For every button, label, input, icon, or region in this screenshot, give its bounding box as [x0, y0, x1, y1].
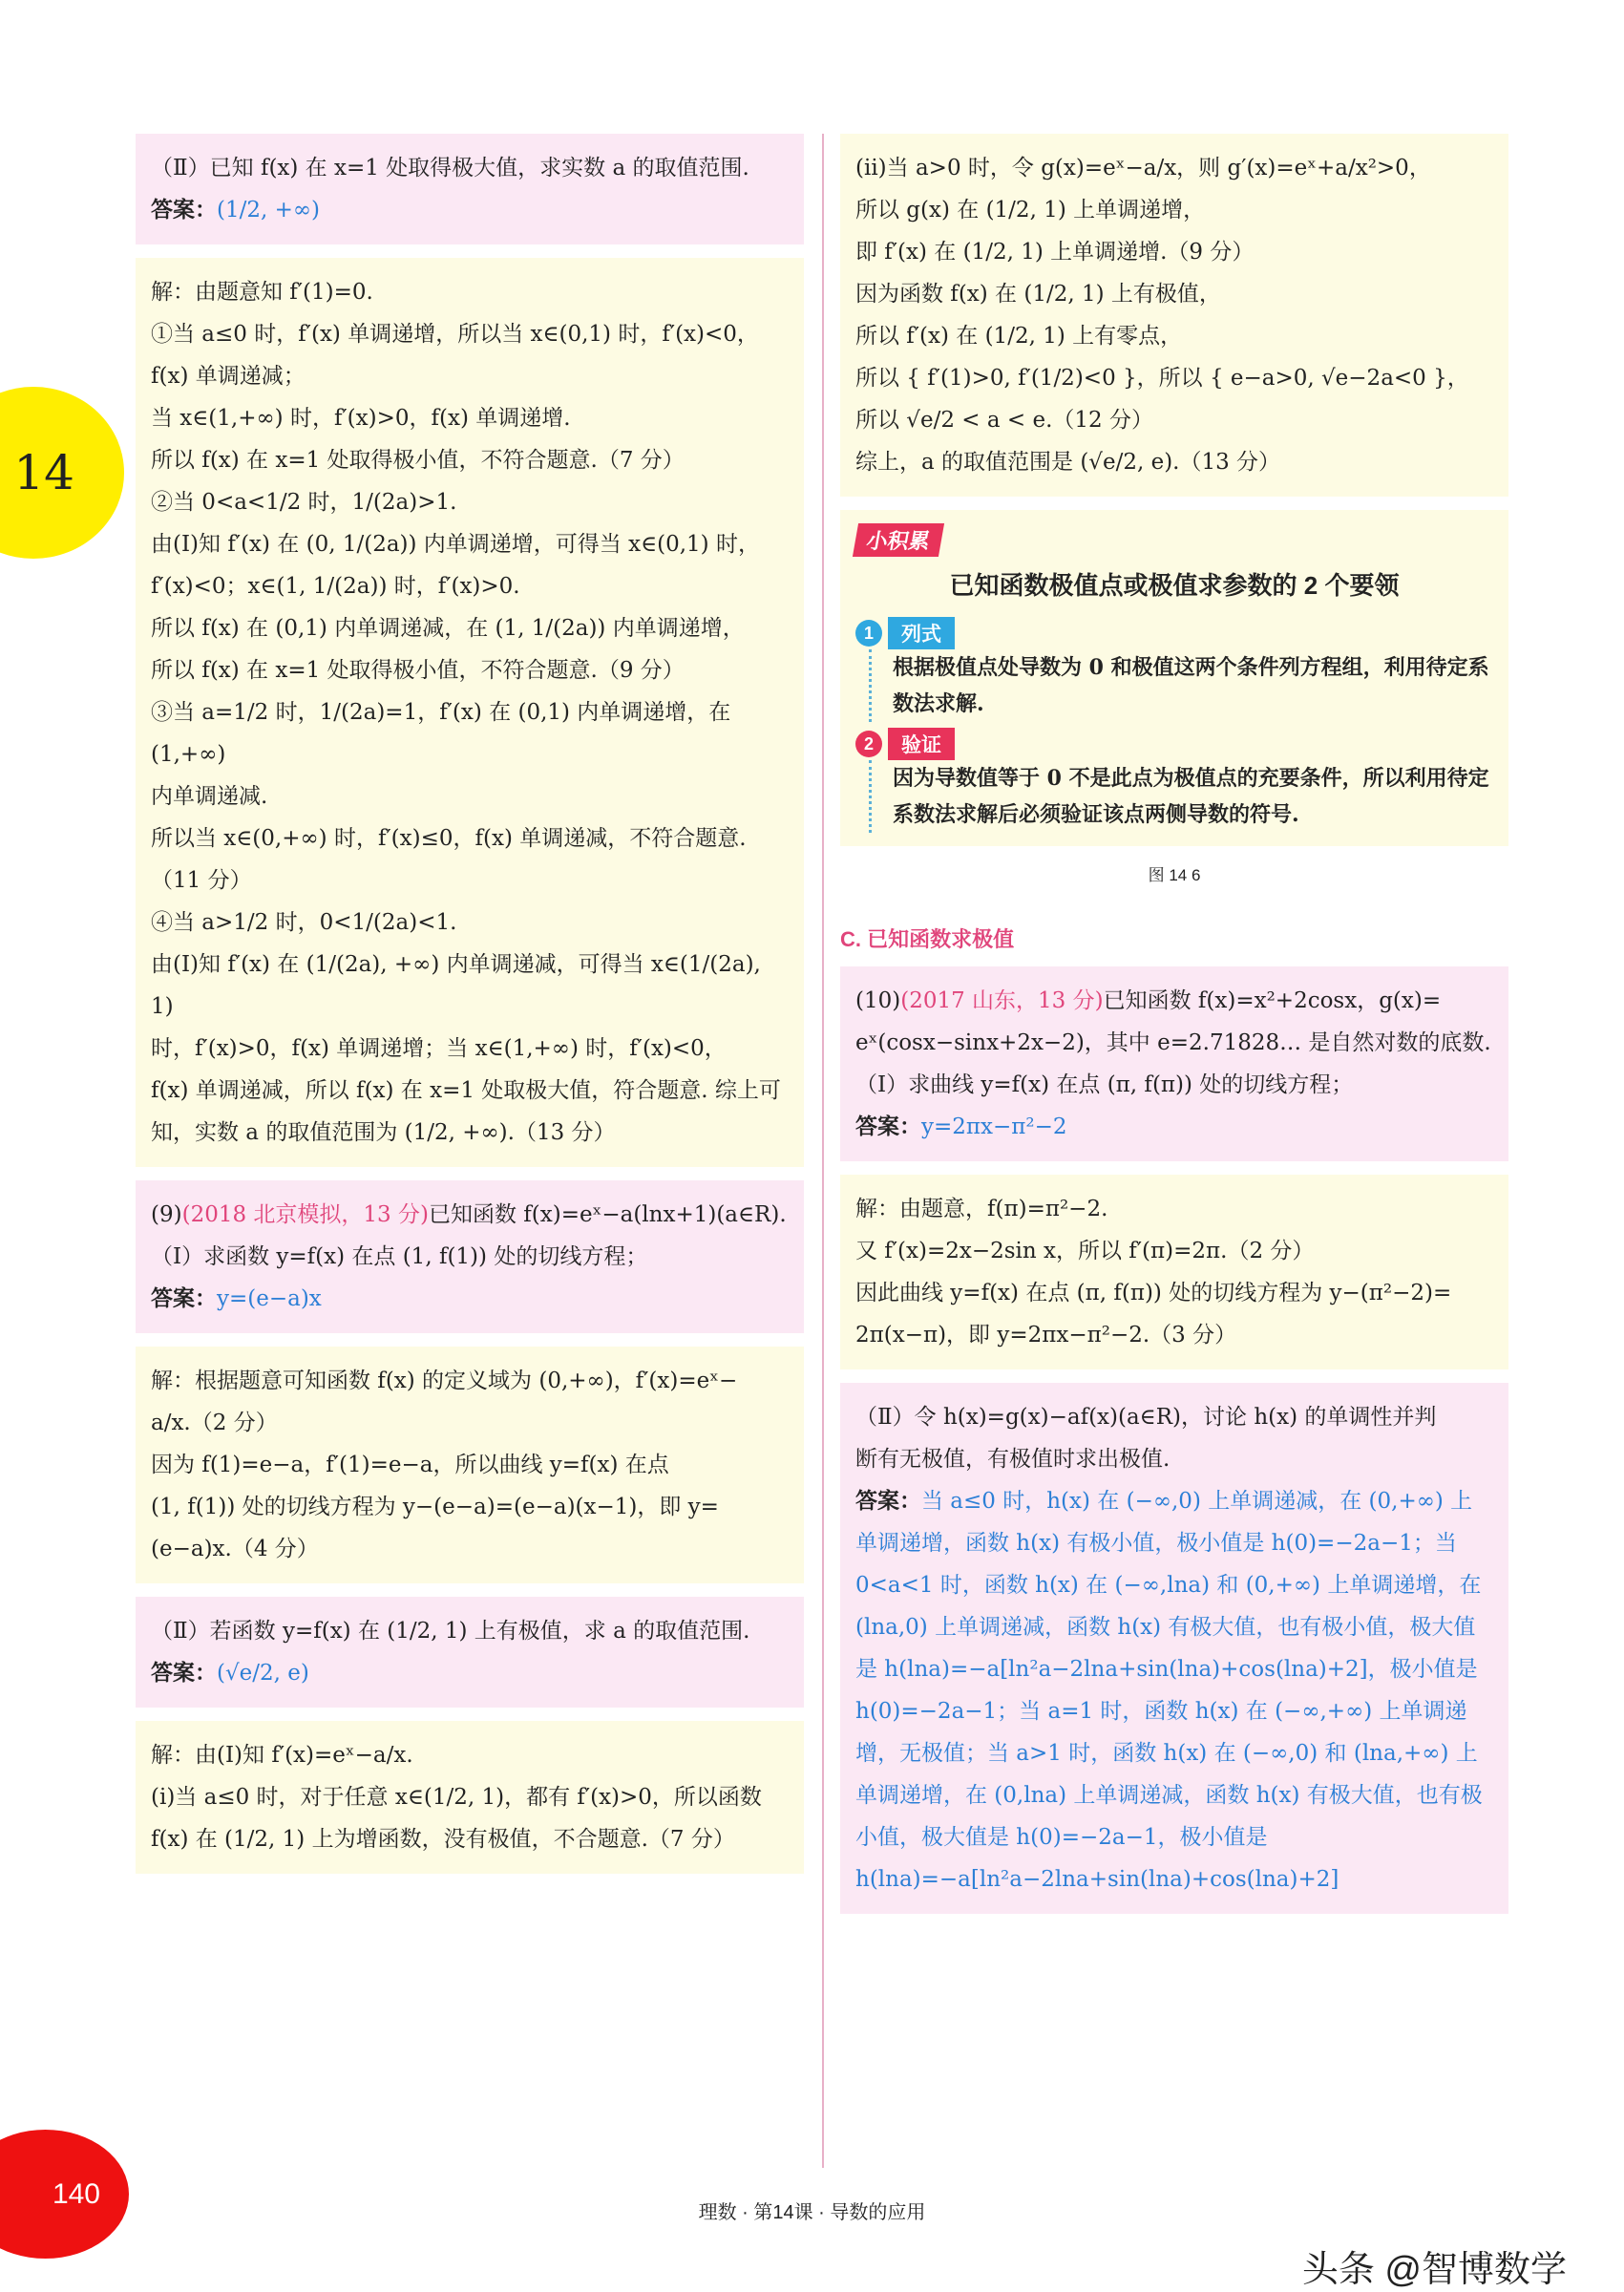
- text-line: [855, 1438, 1493, 1480]
- page-number: 140: [52, 2177, 100, 2210]
- text-line: [855, 1314, 1493, 1356]
- line-text: 解：由题意知 f′(1)=0.: [151, 280, 373, 305]
- content-block: [840, 966, 1508, 1161]
- text-line: [151, 523, 789, 565]
- line-text: 解：由题意，f(π)=π²−2.: [855, 1197, 1108, 1221]
- line-text: 因为 f(1)=e−a，f′(1)=e−a，所以曲线 y=f(x) 在点: [151, 1453, 669, 1477]
- text-line: [855, 441, 1493, 483]
- text-line: [151, 313, 789, 355]
- section-title: C. 已知函数求极值: [840, 927, 1015, 951]
- line-text: （Ⅱ）令 h(x)=g(x)−af(x)(a∈R)，讨论 h(x) 的单调性并判: [855, 1405, 1437, 1430]
- tip-title: 已知函数极值点或极值求参数的 2 个要领: [949, 571, 1400, 600]
- line-text: 综上，a 的取值范围是 (√e/2, e).（13 分）: [855, 450, 1281, 475]
- line-text: f(x) 单调递减，所以 f(x) 在 x=1 处取极大值，符合题意. 综上可: [151, 1078, 781, 1103]
- answer-value: (1/2, +∞): [217, 198, 321, 223]
- line-text: 2π(x−π)，即 y=2πx−π²−2.（3 分）: [855, 1323, 1237, 1348]
- text-line: [151, 355, 789, 397]
- tip-step-label: 列式: [888, 617, 955, 649]
- text-line: [151, 1236, 789, 1278]
- line-text: ④当 a>1/2 时，0<1/(2a)<1.: [151, 910, 457, 935]
- column-separator: [822, 134, 824, 2168]
- text-line: [855, 1106, 1493, 1148]
- answer-value: y=2πx−π²−2: [921, 1114, 1067, 1139]
- line-text: 因为函数 f(x) 在 (1/2, 1) 上有极值，: [855, 282, 1221, 307]
- tip-step-header: [855, 617, 1493, 649]
- text-line: [151, 1194, 789, 1236]
- text-line: [151, 1776, 789, 1818]
- tip-step-label: 验证: [888, 728, 955, 760]
- page-footer: 理数 · 第14课 · 导数的应用: [698, 2202, 926, 2223]
- text-line: [151, 607, 789, 649]
- text-line: [151, 1028, 789, 1070]
- text-line: [855, 147, 1493, 189]
- text-line: [151, 817, 789, 860]
- left-column: [136, 134, 804, 1887]
- text-line: [151, 189, 789, 231]
- line-text: （Ⅱ）若函数 y=f(x) 在 (1/2, 1) 上有极值，求 a 的取值范围.: [151, 1619, 750, 1644]
- answer-value: 当 a≤0 时，h(x) 在 (−∞,0) 上单调递减，在 (0,+∞) 上单调递增，函数 h(x) 有极小值，极小值是 h(0)=−2a−1；当 0<a<1 时，函数 h(x) 在 (−∞,lna) 和 (0,+∞) 上单调递增，在 (lna,0) 上单调递减，函数 h(x) 有极大值，也有极小值，极大值是 h(lna)=−a[ln²a−2lna+sin(lna)+cos(lna)+2]，极小值是 h(0)=−2a−1；当 a=1 时，函数 h(x) 在 (−∞,+∞) 上单调递增，无极值；当 a>1 时，函数 h(x) 在 (−∞,0) 和 (lna,+∞) 上单调递增，在 (0,lna) 上单调递减，函数 h(x) 有极大值，也有极小值，极大值是 h(0)=−2a−1，极小值是 h(lna)=−a[ln²a−2lna+sin(lna)+cos(lna)+2]: [855, 1489, 1483, 1892]
- text-line: [855, 1480, 1493, 1900]
- right-column: [840, 134, 1508, 1927]
- answer-value: y=(e−a)x: [217, 1286, 322, 1311]
- text-line: [151, 1486, 789, 1528]
- text-line: [855, 1272, 1493, 1314]
- line-text: 已知函数 f(x)=eˣ−a(lnx+1)(a∈R).: [428, 1202, 787, 1227]
- line-text: 由(Ⅰ)知 f′(x) 在 (1/(2a), +∞) 内单调递减，可得当 x∈(1/(2a), 1): [151, 952, 761, 1019]
- text-line: [151, 902, 789, 944]
- line-text: ①当 a≤0 时，f′(x) 单调递增，所以当 x∈(0,1) 时，f′(x)<0，: [151, 322, 759, 347]
- text-line: [151, 397, 789, 439]
- text-line: [151, 147, 789, 189]
- line-text: f(x) 在 (1/2, 1) 上为增函数，没有极值，不合题意.（7 分）: [151, 1827, 735, 1852]
- text-line: [855, 399, 1493, 441]
- text-line: [151, 1070, 789, 1112]
- content-block: [136, 134, 804, 244]
- chapter-tab: [0, 387, 124, 559]
- line-text: eˣ(cosx−sinx+2x−2)，其中 e=2.71828… 是自然对数的底数.: [855, 1030, 1491, 1055]
- text-line: [151, 1402, 789, 1444]
- line-text: f′(x)<0；x∈(1, 1/(2a)) 时，f′(x)>0.: [151, 574, 520, 599]
- line-text: 已知函数 f(x)=x²+2cosx，g(x)=: [1103, 988, 1442, 1013]
- text-line: [151, 1818, 789, 1860]
- answer-value: (√e/2, e): [217, 1661, 309, 1686]
- line-text: 时，f′(x)>0，f(x) 单调递增；当 x∈(1,+∞) 时，f′(x)<0，: [151, 1036, 727, 1061]
- text-line: [855, 1022, 1493, 1064]
- problem-source: (2017 山东，13 分): [900, 988, 1104, 1013]
- line-text: 所以 { f′(1)>0, f′(1/2)<0 }，所以 { e−a>0, √e−2a<0 }，: [855, 366, 1469, 391]
- line-text: 所以 f′(x) 在 (1/2, 1) 上有零点，: [855, 324, 1183, 349]
- right-bottom-blocks: [840, 966, 1508, 1914]
- text-line: [151, 1652, 789, 1694]
- line-text: 当 x∈(1,+∞) 时，f′(x)>0，f(x) 单调递增.: [151, 406, 571, 431]
- line-text: 所以 f(x) 在 x=1 处取得极小值，不符合题意.（7 分）: [151, 448, 685, 473]
- text-line: [855, 231, 1493, 273]
- answer-label: 答案：: [855, 1114, 921, 1139]
- text-line: [855, 980, 1493, 1022]
- answer-label: 答案：: [855, 1488, 921, 1514]
- tip-step-number: 1: [855, 620, 882, 647]
- content-block: [136, 1721, 804, 1874]
- tip-steps: [855, 617, 1493, 833]
- text-line: [151, 775, 789, 817]
- text-line: [855, 189, 1493, 231]
- text-line: [855, 273, 1493, 315]
- tip-step-text: 因为导数值等于 0 不是此点为极值点的充要条件，所以利用待定系数法求解后必须验证该点两侧导数的符号.: [869, 760, 1493, 833]
- text-line: [855, 315, 1493, 357]
- text-line: [151, 1112, 789, 1154]
- line-text: 解：根据题意可知函数 f(x) 的定义域为 (0,+∞)，f′(x)=eˣ−: [151, 1369, 738, 1393]
- line-text: 所以 √e/2 < a < e.（12 分）: [855, 408, 1153, 433]
- problem-source: (2018 北京模拟，13 分): [181, 1202, 429, 1227]
- text-line: [151, 1610, 789, 1652]
- tip-box: [840, 510, 1508, 846]
- line-text: 解：由(Ⅰ)知 f′(x)=eˣ−a/x.: [151, 1743, 413, 1768]
- text-line: [151, 1734, 789, 1776]
- text-line: [151, 1278, 789, 1320]
- text-line: [151, 1360, 789, 1402]
- page-number-badge: [0, 2130, 129, 2259]
- line-text: 所以当 x∈(0,+∞) 时，f′(x)≤0，f(x) 单调递减，不符合题意.: [151, 826, 747, 851]
- tip-tag: 小积累: [853, 523, 944, 557]
- line-text: (ⅱ)当 a>0 时，令 g(x)=eˣ−a/x，则 g′(x)=eˣ+a/x²>0，: [855, 156, 1431, 180]
- text-line: [855, 1188, 1493, 1230]
- tip-step-header: [855, 728, 1493, 760]
- line-text: 因此曲线 y=f(x) 在点 (π, f(π)) 处的切线方程为 y−(π²−2)=: [855, 1281, 1452, 1305]
- text-line: [855, 1064, 1493, 1106]
- line-text: （11 分）: [151, 868, 252, 893]
- answer-label: 答案：: [151, 197, 217, 223]
- text-line: [855, 1230, 1493, 1272]
- line-text: （Ⅱ）已知 f(x) 在 x=1 处取得极大值，求实数 a 的取值范围.: [151, 156, 749, 180]
- right-top-blocks: [840, 134, 1508, 497]
- line-text: (1, f(1)) 处的切线方程为 y−(e−a)=(e−a)(x−1)，即 y=: [151, 1495, 719, 1519]
- figure-caption: 图 14 6: [1148, 866, 1201, 884]
- text-line: [151, 649, 789, 691]
- line-text: 所以 f(x) 在 x=1 处取得极小值，不符合题意.（9 分）: [151, 658, 685, 683]
- content-block: [840, 134, 1508, 497]
- line-text: (e−a)x.（4 分）: [151, 1537, 319, 1561]
- content-block: [136, 1597, 804, 1708]
- line-text: 所以 g(x) 在 (1/2, 1) 上单调递增，: [855, 198, 1206, 223]
- text-line: [151, 860, 789, 902]
- text-line: [151, 1444, 789, 1486]
- text-line: [151, 565, 789, 607]
- line-text: （Ⅰ）求函数 y=f(x) 在点 (1, f(1)) 处的切线方程；: [151, 1244, 648, 1269]
- line-text: 又 f′(x)=2x−2sin x，所以 f′(π)=2π.（2 分）: [855, 1239, 1315, 1263]
- line-text: f(x) 单调递减；: [151, 364, 306, 389]
- line-text: 所以 f(x) 在 (0,1) 内单调递减，在 (1, 1/(2a)) 内单调递增，: [151, 616, 745, 641]
- line-text: 内单调递减.: [151, 784, 268, 809]
- line-text: (9): [151, 1202, 182, 1227]
- line-text: 断有无极值，有极值时求出极值.: [855, 1447, 1171, 1472]
- content-block: [840, 1383, 1508, 1914]
- text-line: [151, 944, 789, 1028]
- text-line: [855, 357, 1493, 399]
- content-block: [136, 1180, 804, 1333]
- answer-label: 答案：: [151, 1660, 217, 1686]
- text-line: [151, 691, 789, 775]
- chapter-tab-number: 14: [13, 445, 74, 500]
- line-text: ②当 0<a<1/2 时，1/(2a)>1.: [151, 490, 457, 515]
- tip-step-text: 根据极值点处导数为 0 和极值这两个条件列方程组，利用待定系数法求解.: [869, 649, 1493, 722]
- line-text: (10): [855, 988, 901, 1013]
- content-block: [136, 258, 804, 1167]
- line-text: 知，实数 a 的取值范围为 (1/2, +∞).（13 分）: [151, 1120, 616, 1145]
- content-block: [840, 1175, 1508, 1369]
- line-text: 即 f′(x) 在 (1/2, 1) 上单调递增.（9 分）: [855, 240, 1255, 265]
- line-text: a/x.（2 分）: [151, 1411, 278, 1435]
- line-text: (ⅰ)当 a≤0 时，对于任意 x∈(1/2, 1)，都有 f′(x)>0，所以函数: [151, 1785, 762, 1810]
- text-line: [151, 1528, 789, 1570]
- text-line: [151, 439, 789, 481]
- tip-step-number: 2: [855, 731, 882, 757]
- text-line: [855, 1396, 1493, 1438]
- line-text: ③当 a=1/2 时，1/(2a)=1，f′(x) 在 (0,1) 内单调递增，在 (1,+∞): [151, 700, 731, 767]
- text-line: [151, 481, 789, 523]
- text-line: [151, 271, 789, 313]
- answer-label: 答案：: [151, 1285, 217, 1311]
- line-text: （Ⅰ）求曲线 y=f(x) 在点 (π, f(π)) 处的切线方程；: [855, 1072, 1354, 1097]
- content-block: [136, 1347, 804, 1583]
- watermark: 头条 @智博数学: [1301, 2250, 1567, 2290]
- line-text: 由(Ⅰ)知 f′(x) 在 (0, 1/(2a)) 内单调递增，可得当 x∈(0,1) 时，: [151, 532, 760, 557]
